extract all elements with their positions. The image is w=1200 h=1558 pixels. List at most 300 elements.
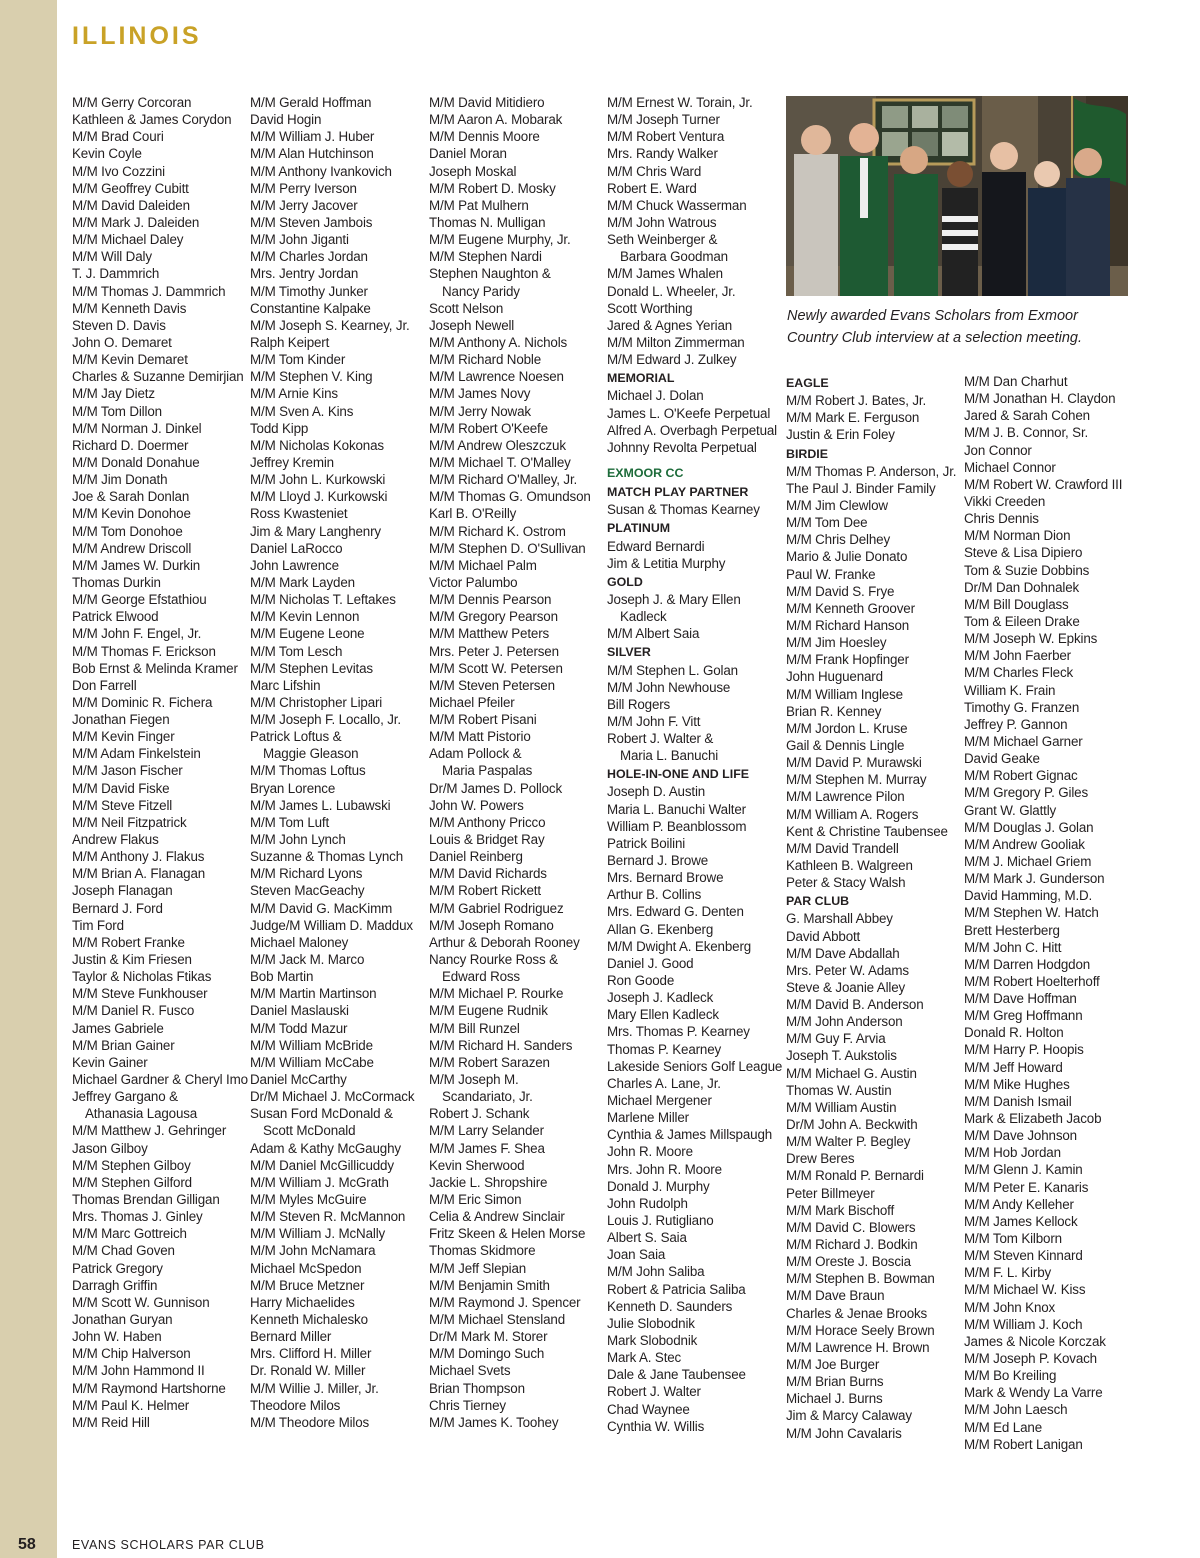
- donor-name: M/M Jordon L. Kruse: [786, 720, 908, 736]
- donor-name: M/M Brian A. Flanagan: [72, 866, 206, 882]
- donor-name: Mario & Julie Donato: [786, 549, 908, 565]
- donor-name: M/M Joseph Turner: [607, 112, 720, 128]
- donor-name: M/M Bo Kreiling: [964, 1368, 1057, 1384]
- donor-name: Joseph Newell: [429, 317, 515, 333]
- donor-name: Julie Slobodnik: [607, 1315, 695, 1331]
- donor-name: M/M Mark J. Gunderson: [964, 871, 1105, 887]
- donor-name: M/M Chris Ward: [607, 163, 702, 179]
- donor-name: M/M Mark Layden: [250, 574, 355, 590]
- donor-name: Tom & Eileen Drake: [964, 613, 1080, 629]
- donor-name: M/M James Kellock: [964, 1213, 1078, 1229]
- section-heading: MATCH PLAY PARTNER: [607, 485, 749, 500]
- donor-name: M/M Neil Fitzpatrick: [72, 814, 187, 830]
- donor-name: M/M Robert Ventura: [607, 129, 725, 145]
- donor-name: Daniel Reinberg: [429, 849, 523, 865]
- donor-name: Bob Ernst & Melinda Kramer: [72, 660, 238, 676]
- donor-name: Charles & Jenae Brooks: [786, 1305, 928, 1321]
- donor-name: Nancy Rourke Ross &: [429, 952, 558, 968]
- donor-name: M/M Geoffrey Cubitt: [72, 180, 189, 196]
- donor-name: M/M Richard Hanson: [786, 617, 910, 633]
- name-column-3: [429, 94, 591, 1431]
- donor-name: Celia & Andrew Sinclair: [429, 1209, 565, 1225]
- donor-name: Joan Saia: [607, 1247, 666, 1263]
- name-column-2: [250, 94, 414, 1431]
- donor-name: M/M Richard H. Sanders: [429, 1037, 573, 1053]
- name-column-6: [964, 373, 1122, 1453]
- donor-name: M/M Stephen V. King: [250, 369, 373, 385]
- donor-name: M/M Eric Simon: [429, 1192, 522, 1207]
- donor-name: M/M Brian Gainer: [72, 1037, 175, 1053]
- group-photo-illustration: [786, 96, 1128, 296]
- donor-name: Charles & Suzanne Demirjian: [72, 369, 244, 385]
- donor-name: Vikki Creeden: [964, 493, 1046, 509]
- section-heading: SILVER: [607, 645, 651, 660]
- donor-name: Joseph T. Aukstolis: [786, 1048, 897, 1064]
- donor-name: M/M Timothy Junker: [250, 283, 368, 299]
- donor-name: Dr/M Michael J. McCormack: [250, 1089, 415, 1105]
- donor-name: Richard D. Doermer: [72, 437, 189, 453]
- donor-name: M/M John Hammond II: [72, 1363, 205, 1379]
- donor-name: M/M Joseph S. Kearney, Jr.: [250, 317, 410, 333]
- donor-name: M/M James L. Lubawski: [250, 797, 391, 813]
- donor-name: M/M Thomas G. Omundson: [429, 489, 591, 505]
- state-title: ILLINOIS: [72, 22, 202, 50]
- donor-name: Kathleen B. Walgreen: [786, 857, 913, 873]
- donor-name: Judge/M William D. Maddux: [250, 917, 413, 933]
- donor-name: M/M Robert Gignac: [964, 768, 1078, 784]
- donor-name: M/M David C. Blowers: [786, 1219, 916, 1235]
- donor-name: M/M Dennis Pearson: [429, 592, 552, 608]
- donor-name: M/M Domingo Such: [429, 1346, 545, 1362]
- donor-name: M/M Christopher Lipari: [250, 694, 383, 710]
- donor-name: Kadleck: [620, 609, 667, 625]
- donor-name: M/M David Daleiden: [72, 197, 190, 213]
- donor-name: M/M Raymond Hartshorne: [72, 1380, 226, 1396]
- donor-name: M/M Robert Sarazen: [429, 1054, 550, 1070]
- donor-name: John W. Haben: [72, 1329, 162, 1345]
- donor-name: M/M Ronald P. Bernardi: [786, 1168, 924, 1184]
- donor-name: Johnny Revolta Perpetual: [607, 439, 757, 455]
- donor-name: Alfred A. Overbagh Perpetual: [607, 422, 777, 438]
- donor-name: Allan G. Ekenberg: [607, 921, 714, 937]
- donor-name: M/M Michael P. Rourke: [429, 986, 564, 1002]
- donor-name: M/M David Trandell: [786, 840, 899, 856]
- donor-name: M/M Jay Dietz: [72, 386, 155, 402]
- donor-name: M/M Michael G. Austin: [786, 1065, 917, 1081]
- donor-name: M/M Alan Hutchinson: [250, 146, 374, 162]
- donor-name: David Abbott: [786, 928, 861, 944]
- donor-name: James Gabriele: [72, 1020, 164, 1036]
- donor-name: Kevin Sherwood: [429, 1157, 525, 1173]
- donor-name: M/M Perry Iverson: [250, 180, 357, 196]
- name-column-5: [786, 373, 956, 1442]
- donor-name: M/M John Laesch: [964, 1402, 1068, 1418]
- donor-name: Mrs. Edward G. Denten: [607, 904, 744, 920]
- donor-name: Cynthia & James Millspaugh: [607, 1127, 773, 1143]
- donor-name: M/M Bill Douglass: [964, 596, 1069, 612]
- donor-name: Jonathan Fiegen: [72, 712, 170, 728]
- section-heading: MEMORIAL: [607, 371, 675, 386]
- donor-name: M/M Thomas P. Anderson, Jr.: [786, 463, 957, 479]
- donor-name: M/M Mark J. Daleiden: [72, 214, 200, 230]
- donor-name: M/M Brian Burns: [786, 1374, 884, 1390]
- donor-name: Brian R. Kenney: [786, 703, 882, 719]
- donor-name: M/M Robert W. Crawford III: [964, 476, 1123, 492]
- donor-name: M/M Gerry Corcoran: [72, 95, 192, 110]
- donor-name: Mark & Elizabeth Jacob: [964, 1111, 1102, 1127]
- donor-name: M/M Jim Hoesley: [786, 635, 887, 651]
- donor-name: M/M John Jiganti: [250, 232, 349, 248]
- donor-name: John R. Moore: [607, 1144, 693, 1160]
- donor-name: M/M Jason Fischer: [72, 763, 183, 779]
- donor-name: Adam & Kathy McGaughy: [250, 1140, 401, 1156]
- donor-name: Grant W. Glattly: [964, 802, 1057, 818]
- section-heading: BIRDIE: [786, 446, 828, 461]
- donor-name: M/M Aaron A. Mobarak: [429, 112, 563, 128]
- section-heading: PLATINUM: [607, 521, 671, 536]
- donor-name: Dr/M Dan Dohnalek: [964, 579, 1080, 595]
- donor-name: G. Marshall Abbey: [786, 911, 893, 927]
- donor-name: Todd Kipp: [250, 420, 309, 436]
- section-heading: PAR CLUB: [786, 894, 850, 909]
- donor-name: M/M Benjamin Smith: [429, 1277, 550, 1293]
- donor-name: M/M Theodore Milos: [250, 1414, 370, 1430]
- donor-name: Robert J. Walter: [607, 1384, 701, 1400]
- donor-name: Jon Connor: [964, 442, 1032, 458]
- donor-name: Patrick Loftus &: [250, 729, 342, 745]
- donor-name: M/M Matthew J. Gehringer: [72, 1123, 227, 1139]
- donor-name: Jeffrey P. Gannon: [964, 716, 1068, 732]
- donor-name: M/M Dave Abdallah: [786, 945, 900, 961]
- donor-name: M/M Hob Jordan: [964, 1145, 1061, 1161]
- donor-name: Seth Weinberger &: [607, 232, 718, 248]
- donor-name: M/M Jerry Nowak: [429, 403, 531, 419]
- donor-name: M/M Steven Jambois: [250, 214, 373, 230]
- donor-name: Theodore Milos: [250, 1397, 341, 1413]
- donor-name: Joseph Flanagan: [72, 883, 173, 899]
- donor-name: M/M Lawrence Noesen: [429, 369, 564, 385]
- donor-name: M/M Kevin Demaret: [72, 352, 188, 368]
- donor-name: M/M Anthony Pricco: [429, 814, 546, 830]
- donor-name: Steven D. Davis: [72, 317, 166, 333]
- donor-name: M/M William Inglese: [786, 686, 903, 702]
- donor-name: Robert J. Schank: [429, 1106, 530, 1122]
- donor-name: Lakeside Seniors Golf League: [607, 1058, 783, 1074]
- donor-name: Kathleen & James Corydon: [72, 112, 232, 128]
- donor-name: Mark & Wendy La Varre: [964, 1385, 1103, 1401]
- donor-name: M/M John F. Engel, Jr.: [72, 626, 202, 642]
- donor-name: Kevin Coyle: [72, 146, 142, 162]
- donor-name: M/M John C. Hitt: [964, 939, 1062, 955]
- donor-name: M/M Kenneth Davis: [72, 300, 187, 316]
- donor-name: Jeffrey Kremin: [250, 454, 334, 470]
- donor-name: M/M Jeff Howard: [964, 1059, 1063, 1075]
- donor-name: Michael Pfeiler: [429, 694, 515, 710]
- donor-name: M/M Charles Fleck: [964, 665, 1074, 681]
- donor-name: Darragh Griffin: [72, 1277, 158, 1293]
- donor-name: Maria Paspalas: [442, 763, 533, 779]
- donor-name: M/M Tom Kinder: [250, 352, 346, 368]
- donor-name: M/M Stephen Gilford: [72, 1174, 192, 1190]
- donor-name: Bob Martin: [250, 969, 314, 985]
- donor-name: Drew Beres: [786, 1151, 855, 1167]
- donor-name: Michael Gardner & Cheryl Imo: [72, 1072, 248, 1088]
- publication-footer: EVANS SCHOLARS PAR CLUB: [72, 1538, 265, 1552]
- donor-name: M/M David P. Murawski: [786, 755, 922, 771]
- donor-name: M/M Norman J. Dinkel: [72, 420, 202, 436]
- donor-name: M/M Ernest W. Torain, Jr.: [607, 95, 753, 110]
- donor-name: Daniel LaRocco: [250, 540, 343, 556]
- donor-name: Steve & Joanie Alley: [786, 979, 906, 995]
- donor-name: M/M Richard Lyons: [250, 866, 363, 882]
- donor-name: Patrick Gregory: [72, 1260, 163, 1276]
- donor-name: M/M Tom Kilborn: [964, 1231, 1062, 1247]
- donor-name: Adam Pollock &: [429, 746, 522, 762]
- donor-name: M/M Pat Mulhern: [429, 197, 529, 213]
- donor-name: Taylor & Nicholas Ftikas: [72, 969, 212, 985]
- donor-name: M/M J. Michael Griem: [964, 853, 1092, 869]
- donor-name: M/M Thomas F. Erickson: [72, 643, 216, 659]
- donor-name: M/M Daniel R. Fusco: [72, 1003, 195, 1019]
- donor-name: M/M Robert J. Bates, Jr.: [786, 393, 927, 409]
- donor-name: M/M Darren Hodgdon: [964, 956, 1091, 972]
- club-heading: EXMOOR CC: [607, 465, 684, 480]
- donor-name: M/M Kenneth Groover: [786, 600, 915, 616]
- donor-name: Edward Ross: [442, 969, 520, 985]
- donor-name: Ron Goode: [607, 973, 675, 989]
- donor-name: M/M Gabriel Rodriguez: [429, 900, 564, 916]
- donor-name: M/M Eugene Rudnik: [429, 1003, 548, 1019]
- donor-name: M/M Steven Kinnard: [964, 1248, 1083, 1264]
- donor-name: M/M William J. McNally: [250, 1226, 386, 1242]
- donor-name: M/M Tom Dillon: [72, 403, 162, 419]
- donor-name: Tim Ford: [72, 917, 124, 933]
- donor-name: M/M David Mitidiero: [429, 95, 545, 110]
- donor-name: Harry Michaelides: [250, 1294, 355, 1310]
- donor-name: M/M Joe Burger: [786, 1357, 880, 1373]
- donor-name: Jim & Marcy Calaway: [786, 1408, 912, 1424]
- donor-name: Joseph J. Kadleck: [607, 990, 714, 1006]
- donor-name: M/M Richard K. Ostrom: [429, 523, 566, 539]
- donor-name: Thomas N. Mulligan: [429, 214, 546, 230]
- donor-name: Brian Thompson: [429, 1380, 525, 1396]
- donor-name: M/M Douglas J. Golan: [964, 819, 1094, 835]
- donor-name: Susan & Thomas Kearney: [607, 502, 760, 518]
- donor-name: M/M Eugene Leone: [250, 626, 365, 642]
- donor-name: M/M Walter P. Begley: [786, 1134, 911, 1150]
- donor-name: Mrs. John R. Moore: [607, 1161, 722, 1177]
- donor-name: M/M Milton Zimmerman: [607, 334, 745, 350]
- donor-name: M/M Norman Dion: [964, 528, 1071, 544]
- donor-name: William P. Beanblossom: [607, 818, 747, 834]
- donor-name: Dr/M Mark M. Storer: [429, 1329, 548, 1345]
- donor-name: John O. Demaret: [72, 334, 172, 350]
- donor-name: M/M Bill Runzel: [429, 1020, 520, 1036]
- donor-name: Jim & Mary Langhenry: [250, 523, 381, 539]
- donor-name: M/M Robert Franke: [72, 934, 185, 950]
- donor-name: M/M Andrew Gooliak: [964, 836, 1085, 852]
- donor-name: Maria L. Banuchi: [620, 748, 719, 764]
- donor-name: Patrick Boilini: [607, 835, 686, 851]
- donor-name: Jason Gilboy: [72, 1140, 148, 1156]
- donor-name: Paul W. Franke: [786, 566, 876, 582]
- donor-name: Justin & Kim Friesen: [72, 952, 192, 968]
- donor-name: M/M David G. MacKimm: [250, 900, 393, 916]
- donor-name: M/M Brad Couri: [72, 129, 164, 145]
- donor-name: M/M John Knox: [964, 1299, 1056, 1315]
- donor-name: Joseph J. & Mary Ellen: [607, 591, 741, 607]
- donor-name: M/M William McBride: [250, 1037, 373, 1053]
- donor-name: Mrs. Thomas P. Kearney: [607, 1024, 750, 1040]
- donor-name: M/M Stephen W. Hatch: [964, 905, 1099, 921]
- donor-name: Mrs. Clifford H. Miller: [250, 1346, 372, 1362]
- donor-name: Mrs. Bernard Browe: [607, 870, 724, 886]
- donor-name: Thomas P. Kearney: [607, 1041, 722, 1057]
- donor-name: M/M Robert O'Keefe: [429, 420, 548, 436]
- donor-name: M/M Dave Braun: [786, 1288, 885, 1304]
- donor-name: M/M Joseph Romano: [429, 917, 554, 933]
- donor-name: M/M Albert Saia: [607, 626, 700, 642]
- donor-name: M/M Bruce Metzner: [250, 1277, 365, 1293]
- donor-name: M/M Gerald Hoffman: [250, 95, 372, 110]
- donor-name: M/M John L. Kurkowski: [250, 472, 386, 488]
- donor-name: M/M Scott W. Gunnison: [72, 1294, 210, 1310]
- donor-name: M/M Richard J. Bodkin: [786, 1237, 918, 1253]
- donor-name: Donald R. Holton: [964, 1025, 1064, 1041]
- donor-name: John W. Powers: [429, 797, 524, 813]
- donor-name: M/M Lawrence Pilon: [786, 789, 905, 805]
- donor-name: M/M Paul K. Helmer: [72, 1397, 190, 1413]
- donor-name: M/M Kevin Donohoe: [72, 506, 191, 522]
- donor-name: Michael Svets: [429, 1363, 511, 1379]
- donor-name: Tom & Suzie Dobbins: [964, 562, 1090, 578]
- donor-name: Cynthia W. Willis: [607, 1418, 705, 1434]
- donor-name: M/M Joseph P. Kovach: [964, 1351, 1097, 1367]
- donor-name: M/M William J. McGrath: [250, 1174, 389, 1190]
- donor-name: Chad Waynee: [607, 1401, 690, 1417]
- donor-name: M/M Gregory P. Giles: [964, 785, 1088, 801]
- donor-name: Constantine Kalpake: [250, 300, 371, 316]
- donor-name: M/M John Anderson: [786, 1014, 903, 1030]
- donor-name: M/M John Faerber: [964, 648, 1071, 664]
- donor-name: David Hamming, M.D.: [964, 888, 1093, 904]
- donor-name: Mark Slobodnik: [607, 1332, 698, 1348]
- donor-name: M/M Kevin Finger: [72, 729, 175, 745]
- donor-name: Maggie Gleason: [263, 746, 359, 762]
- donor-name: M/M Willie J. Miller, Jr.: [250, 1380, 379, 1396]
- donor-name: M/M Chad Goven: [72, 1243, 175, 1259]
- donor-name: M/M Andy Kelleher: [964, 1196, 1074, 1212]
- section-heading: HOLE-IN-ONE AND LIFE: [607, 767, 750, 782]
- donor-name: M/M Martin Martinson: [250, 986, 377, 1002]
- donor-name: Bernard J. Ford: [72, 900, 163, 916]
- donor-name: M/M Todd Mazur: [250, 1020, 348, 1036]
- donor-name: Edward Bernardi: [607, 538, 705, 554]
- donor-name: Jared & Agnes Yerian: [607, 317, 733, 333]
- donor-name: John Rudolph: [607, 1195, 688, 1211]
- donor-name: John Huguenard: [786, 669, 883, 685]
- donor-name: M/M George Efstathiou: [72, 592, 207, 608]
- donor-name: M/M Jim Clewlow: [786, 497, 888, 513]
- donor-name: Fritz Skeen & Helen Morse: [429, 1226, 586, 1242]
- donor-name: M/M Dave Hoffman: [964, 991, 1077, 1007]
- donor-name: Bryan Lorence: [250, 780, 336, 796]
- donor-name: David Hogin: [250, 112, 322, 128]
- donor-name: Patrick Elwood: [72, 609, 159, 625]
- donor-name: Andrew Flakus: [72, 832, 159, 848]
- donor-name: Kenneth Michalesko: [250, 1311, 368, 1327]
- donor-name: Justin & Erin Foley: [786, 427, 895, 443]
- donor-name: Scott Nelson: [429, 300, 504, 316]
- donor-name: M/M Daniel McGillicuddy: [250, 1157, 394, 1173]
- donor-name: Mary Ellen Kadleck: [607, 1007, 719, 1023]
- donor-name: Michael Connor: [964, 459, 1056, 475]
- donor-name: M/M Michael Palm: [429, 557, 537, 573]
- donor-name: M/M Chris Delhey: [786, 532, 890, 548]
- donor-name: M/M Andrew Oleszczuk: [429, 437, 566, 453]
- donor-name: M/M Adam Finkelstein: [72, 746, 201, 762]
- donor-name: M/M Robert Hoelterhoff: [964, 973, 1100, 989]
- donor-name: M/M Steven R. McMannon: [250, 1209, 406, 1225]
- donor-name: Mrs. Randy Walker: [607, 146, 718, 162]
- donor-name: M/M Donald Donahue: [72, 454, 200, 470]
- donor-name: M/M Stephen L. Golan: [607, 662, 738, 678]
- donor-name: M/M Joseph W. Epkins: [964, 631, 1098, 647]
- donor-name: M/M Anthony Ivankovich: [250, 163, 392, 179]
- donor-name: Susan Ford McDonald &: [250, 1106, 393, 1122]
- donor-name: Mrs. Peter J. Petersen: [429, 643, 559, 659]
- donor-name: M/M Anthony A. Nichols: [429, 334, 568, 350]
- donor-name: M/M Tom Donohoe: [72, 523, 183, 539]
- donor-name: James & Nicole Korczak: [964, 1333, 1106, 1349]
- donor-name: M/M Arnie Kins: [250, 386, 338, 402]
- donor-name: James L. O'Keefe Perpetual: [607, 405, 771, 421]
- donor-name: Arthur & Deborah Rooney: [429, 934, 580, 950]
- donor-name: M/M Nicholas Kokonas: [250, 437, 384, 453]
- donor-name: M/M Harry P. Hoopis: [964, 1042, 1084, 1058]
- donor-name: M/M William Austin: [786, 1099, 897, 1115]
- donor-name: Thomas W. Austin: [786, 1082, 892, 1098]
- donor-name: Dr/M John A. Beckwith: [786, 1117, 918, 1133]
- donor-name: M/M John F. Vitt: [607, 713, 701, 729]
- donor-name: M/M Dan Charhut: [964, 374, 1068, 389]
- donor-name: Joe & Sarah Donlan: [72, 489, 190, 505]
- donor-name: M/M Steve Fitzell: [72, 797, 173, 813]
- donor-name: Jackie L. Shropshire: [429, 1174, 548, 1190]
- donor-name: Mrs. Jentry Jordan: [250, 266, 359, 282]
- donor-name: M/M Horace Seely Brown: [786, 1322, 935, 1338]
- section-heading: EAGLE: [786, 376, 829, 390]
- donor-name: M/M Anthony J. Flakus: [72, 849, 205, 865]
- donor-name: Timothy G. Franzen: [964, 699, 1080, 715]
- donor-name: Mrs. Peter W. Adams: [786, 962, 909, 978]
- donor-name: Nancy Paridy: [442, 283, 520, 299]
- donor-name: Thomas Skidmore: [429, 1243, 536, 1259]
- donor-name: Maria L. Banuchi Walter: [607, 801, 746, 817]
- donor-name: Chris Tierney: [429, 1397, 506, 1413]
- donor-name: M/M James Whalen: [607, 266, 723, 282]
- donor-name: M/M Stephen D. O'Sullivan: [429, 540, 586, 556]
- donor-name: M/M Matthew Peters: [429, 626, 550, 642]
- donor-name: Louis & Bridget Ray: [429, 832, 545, 848]
- donor-name: M/M Will Daly: [72, 249, 152, 265]
- donor-name: Steven MacGeachy: [250, 883, 365, 899]
- donor-name: Daniel McCarthy: [250, 1072, 347, 1088]
- donor-name: M/M Mike Hughes: [964, 1076, 1070, 1092]
- donor-name: M/M Joseph F. Locallo, Jr.: [250, 712, 401, 728]
- donor-name: Kent & Christine Taubensee: [786, 823, 948, 839]
- donor-name: M/M Thomas Loftus: [250, 763, 366, 779]
